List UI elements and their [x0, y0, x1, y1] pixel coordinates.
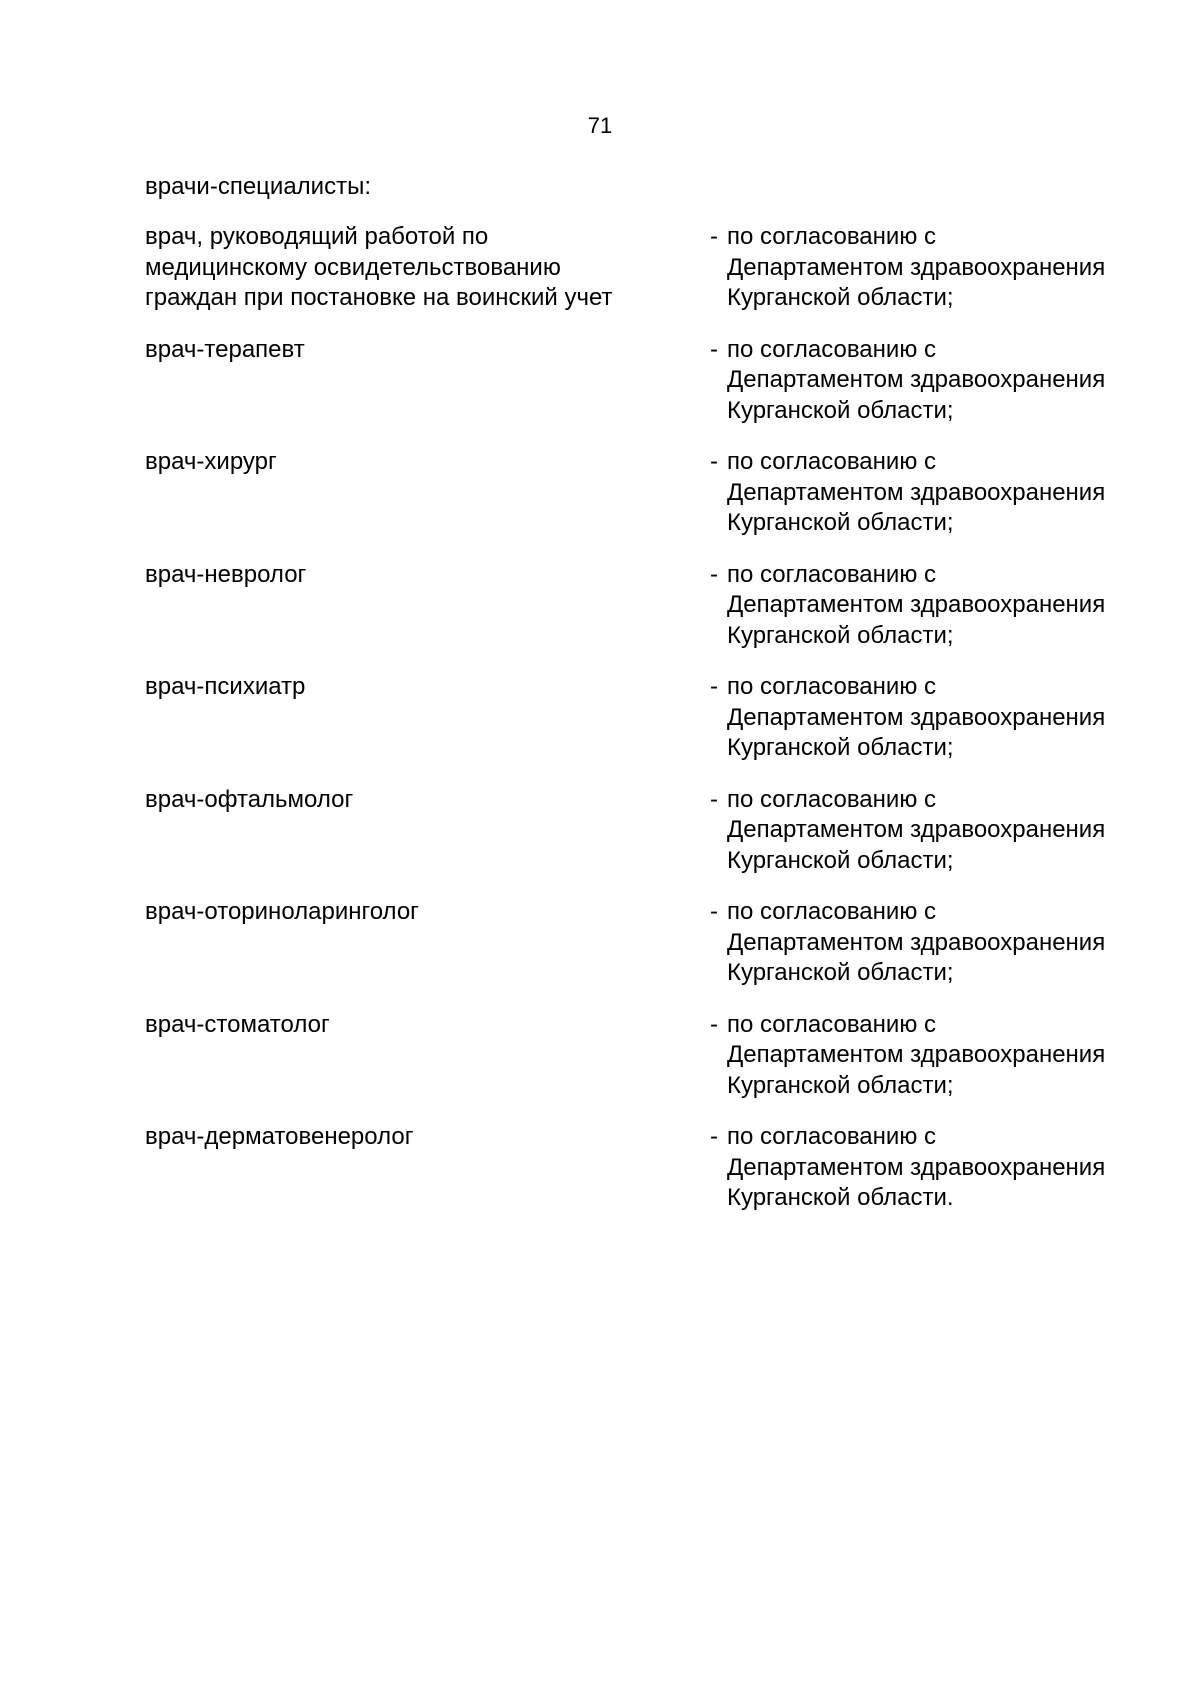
list-item: [145, 1010, 1155, 1102]
dash-marker: -: [710, 898, 718, 925]
role-name: врач-стоматолог: [145, 1010, 330, 1038]
approval-text: по согласованию с Департаментом здравоохранения Курганской области;: [727, 448, 1106, 536]
dash-marker: -: [710, 223, 718, 250]
specialist-list: [145, 222, 1155, 1235]
approval-text: по согласованию с Департаментом здравоохранения Курганской области;: [727, 785, 1106, 874]
role-name: врач-оториноларинголог: [145, 898, 419, 925]
dash-marker: -: [710, 448, 718, 475]
role-name: врач-психиатр: [145, 673, 306, 700]
dash-marker: -: [710, 785, 718, 813]
list-item: [145, 785, 1155, 877]
role-name: врач-терапевт: [145, 335, 305, 363]
approval-note: [710, 447, 1155, 539]
list-item: [145, 1122, 1155, 1214]
approval-text: по согласованию с Департаментом здравоохранения Курганской области;: [727, 223, 1106, 311]
list-item: [145, 222, 1155, 314]
section-heading: врачи-специалисты:: [145, 173, 371, 200]
list-item: [145, 335, 1155, 427]
approval-text: по согласованию с Департаментом здравоохранения Курганской области.: [727, 1123, 1106, 1211]
page-number: 71: [587, 113, 613, 138]
role-name: врач, руководящий работой по медицинскому освидетельствованию граждан при постановке на воинский учет: [145, 223, 613, 311]
dash-marker: -: [710, 673, 718, 700]
approval-note: [710, 1010, 1155, 1102]
approval-text: по согласованию с Департаментом здравоохранения Курганской области;: [727, 560, 1106, 649]
approval-text: по согласованию с Департаментом здравоохранения Курганской области;: [727, 898, 1106, 986]
approval-note: [710, 335, 1155, 427]
dash-marker: -: [710, 1123, 718, 1150]
approval-note: [710, 785, 1155, 877]
list-item: [145, 560, 1155, 652]
dash-marker: -: [710, 1010, 718, 1038]
list-item: [145, 897, 1155, 989]
approval-text: по согласованию с Департаментом здравоохранения Курганской области;: [727, 1010, 1106, 1099]
approval-note: [710, 560, 1155, 652]
approval-text: по согласованию с Департаментом здравоохранения Курганской области;: [727, 673, 1106, 761]
list-item: [145, 672, 1155, 764]
role-name: врач-невролог: [145, 560, 307, 588]
approval-text: по согласованию с Департаментом здравоохранения Курганской области;: [727, 335, 1106, 424]
dash-marker: -: [710, 335, 718, 363]
approval-note: [710, 672, 1155, 764]
approval-note: [710, 1122, 1155, 1214]
list-item: [145, 447, 1155, 539]
approval-note: [710, 897, 1155, 989]
dash-marker: -: [710, 560, 718, 588]
role-name: врач-дерматовенеролог: [145, 1123, 414, 1150]
role-name: врач-офтальмолог: [145, 785, 354, 813]
approval-note: [710, 222, 1155, 314]
role-name: врач-хирург: [145, 448, 277, 475]
